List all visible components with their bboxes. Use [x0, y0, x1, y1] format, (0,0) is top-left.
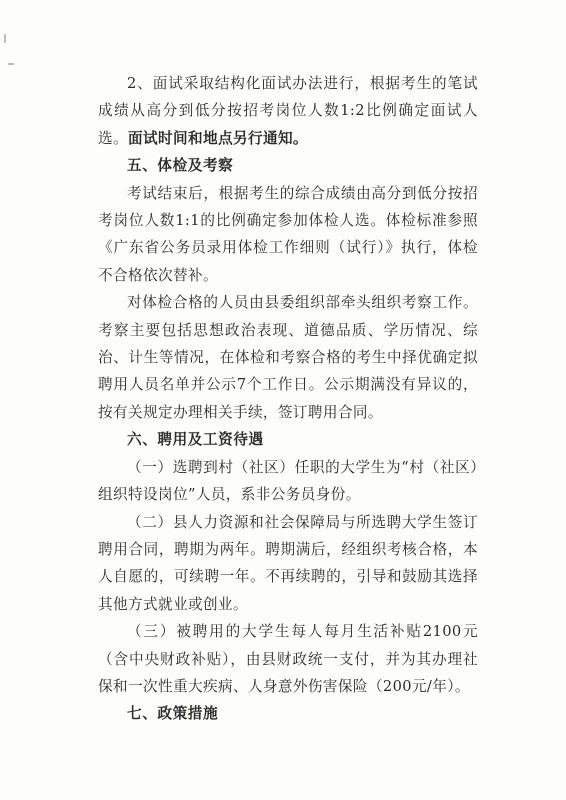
- document-body: [98, 70, 478, 728]
- paragraph-employment-1: （一）选聘到村（社区）任职的大学生为“村（社区）组织特设岗位”人员，系非公务员身份。: [98, 458, 478, 504]
- paragraph-interview-bold: 面试时间和地点另行通知。: [128, 129, 308, 147]
- paragraph-physical-exam: 考试结束后，根据考生的综合成绩由高分到低分按招考岗位人数1:1的比例确定参加体检人选。体检标准参照《广东省公务员录用体检工作细则（试行）》执行，体检不合格依次替补。: [98, 184, 478, 284]
- paragraph-employment-2: （二）县人力资源和社会保障局与所选聘大学生签订聘用合同，聘期为两年。聘期满后，经组织考核合格，本人自愿的，可续聘一年。不再续聘的，引导和鼓励其选择其他方式就业或创业。: [98, 513, 478, 613]
- section-heading-employment: 六、聘用及工资待遇: [127, 431, 264, 449]
- section-heading-policy: 七、政策措施: [127, 705, 219, 723]
- paragraph-employment-3: （三）被聘用的大学生每人每月生活补贴2100元（含中央财政补贴），由县财政统一支付，并为其办理社保和一次性重大疾病、人身意外伤害保险（200元/年）。: [98, 623, 478, 695]
- scan-mark: [8, 63, 14, 65]
- paragraph-interview: [98, 70, 478, 152]
- paragraph-interview-text: 2、面试采取结构化面试办法进行，根据考生的笔试成绩从高分到低分按招考岗位人数1:2比例确定面试人选。: [98, 75, 478, 147]
- scan-mark: [4, 34, 6, 43]
- section-heading-physical-exam: 五、体检及考察: [127, 157, 234, 175]
- paragraph-inspection: 对体检合格的人员由县委组织部牵头组织考察工作。考察主要包括思想政治表现、道德品质、学历情况、综治、计生等情况，在体检和考察合格的考生中择优确定拟聘用人员名单并公示7个工作日。公示期满没有异议的，按有关规定办理相关手续，签订聘用合同。: [98, 294, 478, 421]
